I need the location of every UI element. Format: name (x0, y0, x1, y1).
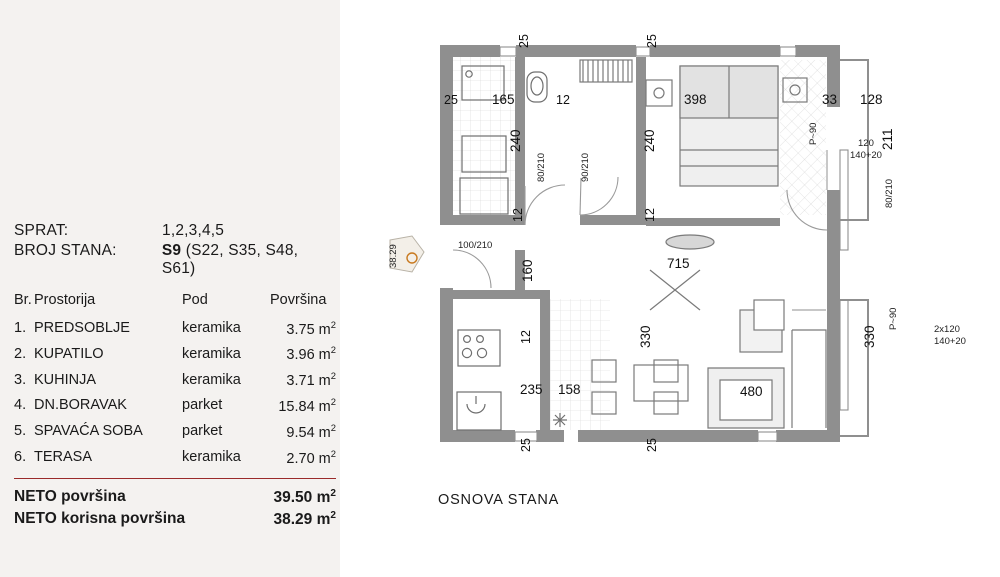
col-prostorija: Prostorija (34, 292, 96, 308)
room-area: 15.84 $m^2$ (278, 395, 336, 415)
apartment-number-main: S9 (161, 242, 182, 259)
dim-158: 158 (558, 382, 581, 397)
dim-140-20b: 140+20 (934, 336, 966, 347)
net-area-label: NETO površina (14, 487, 126, 505)
room-br: 1. (14, 319, 27, 336)
dim-12-kitchen: 12 (519, 330, 533, 344)
rooms-table (14, 292, 336, 470)
apartment-number-value (162, 242, 336, 278)
dim-90-210: 90/210 (580, 152, 591, 182)
usable-area-value: 38.29 $m^2$ (273, 510, 336, 529)
room-pod: keramika (182, 319, 241, 336)
floor-plan (340, 0, 1000, 577)
room-name: SPAVAĆA SOBA (34, 423, 143, 440)
table-row (14, 418, 336, 444)
dim-240-left: 240 (508, 129, 523, 152)
table-row (14, 392, 336, 418)
dim-12-mid: 12 (643, 208, 657, 222)
dim-140-20: 140+20 (850, 150, 882, 161)
apartment-info-panel (0, 0, 340, 577)
room-br: 2. (14, 345, 27, 362)
room-area: 3.71 $m^2$ (286, 370, 336, 389)
dim-33: 33 (822, 92, 838, 107)
usable-area-row (14, 510, 336, 529)
room-area: 3.96 $m^2$ (286, 344, 336, 364)
dim-80-210-b: 80/210 (884, 178, 895, 208)
floor-row (14, 222, 336, 240)
room-br: 3. (14, 371, 27, 388)
dim-2x120: 2x120 (934, 324, 960, 335)
net-area-row (14, 488, 336, 507)
dim-128: 128 (860, 92, 883, 107)
dim-25-mid-top: 25 (645, 34, 659, 48)
room-br: 4. (14, 397, 27, 414)
dim-330-left: 330 (638, 325, 653, 348)
table-row (14, 444, 336, 470)
dim-100-210: 100/210 (458, 240, 493, 251)
floor-plan-drawing (340, 0, 1000, 577)
dim-25-bottom-mid: 25 (645, 438, 659, 452)
table-row (14, 341, 336, 367)
table-row (14, 367, 336, 393)
dim-80-210-a: 80/210 (536, 152, 547, 182)
room-name: TERASA (34, 449, 93, 466)
dim-120: 120 (858, 138, 874, 149)
dim-330-right: 330 (862, 325, 877, 348)
apartment-number-row (14, 242, 336, 278)
room-pod: parket (182, 423, 223, 440)
area-badge (388, 236, 424, 272)
living-room-furniture (592, 235, 826, 428)
room-name: DN.BORAVAK (34, 397, 127, 414)
dim-160: 160 (520, 259, 535, 282)
col-pod: Pod (182, 292, 208, 308)
dim-240-right: 240 (642, 129, 657, 152)
dim-398: 398 (684, 92, 707, 107)
dim-25-bottom-left: 25 (519, 438, 533, 452)
room-name: KUPATILO (34, 345, 104, 362)
dim-p90-lower-right: P~90 (888, 307, 899, 330)
room-pod: parket (182, 397, 223, 414)
dim-25-top-left: 25 (444, 93, 458, 107)
room-br: 5. (14, 423, 27, 440)
dim-12-top: 12 (556, 93, 570, 107)
usable-area-label: NETO korisna površina (14, 510, 186, 528)
dim-235: 235 (520, 382, 543, 397)
room-pod: keramika (182, 449, 241, 466)
rooms-table-header (14, 292, 336, 315)
area-badge-label: 38.29 (388, 244, 399, 268)
dim-211: 211 (880, 128, 895, 150)
net-area-value: 39.50 $m^2$ (273, 487, 336, 507)
dim-715: 715 (667, 256, 690, 271)
room-name: KUHINJA (34, 371, 97, 388)
dim-12-left-mid: 12 (511, 208, 525, 222)
table-row (14, 315, 336, 341)
divider (14, 478, 336, 479)
apartment-number-label: BROJ STANA: (14, 242, 117, 259)
room-br: 6. (14, 449, 27, 466)
room-name: PREDSOBLJE (34, 319, 130, 336)
floor-value: 1,2,3,4,5 (162, 222, 225, 239)
dim-480: 480 (740, 384, 763, 399)
col-br: Br. (14, 292, 32, 308)
dim-p90-right: P~90 (808, 122, 819, 145)
floor-label: SPRAT: (14, 222, 69, 239)
dim-165: 165 (492, 92, 515, 107)
room-pod: keramika (182, 345, 241, 362)
room-pod: keramika (182, 371, 241, 388)
room-area: 2.70 $m^2$ (286, 447, 336, 467)
plan-caption: OSNOVA STANA (438, 492, 560, 508)
room-area: 9.54 $m^2$ (286, 421, 336, 441)
apartment-number-rest: (S22, S35, S48, S61) (161, 242, 299, 277)
dim-25-bath-top: 25 (517, 34, 531, 48)
col-povrsina: Površina (270, 292, 327, 308)
room-area: 3.75 $m^2$ (286, 318, 336, 338)
